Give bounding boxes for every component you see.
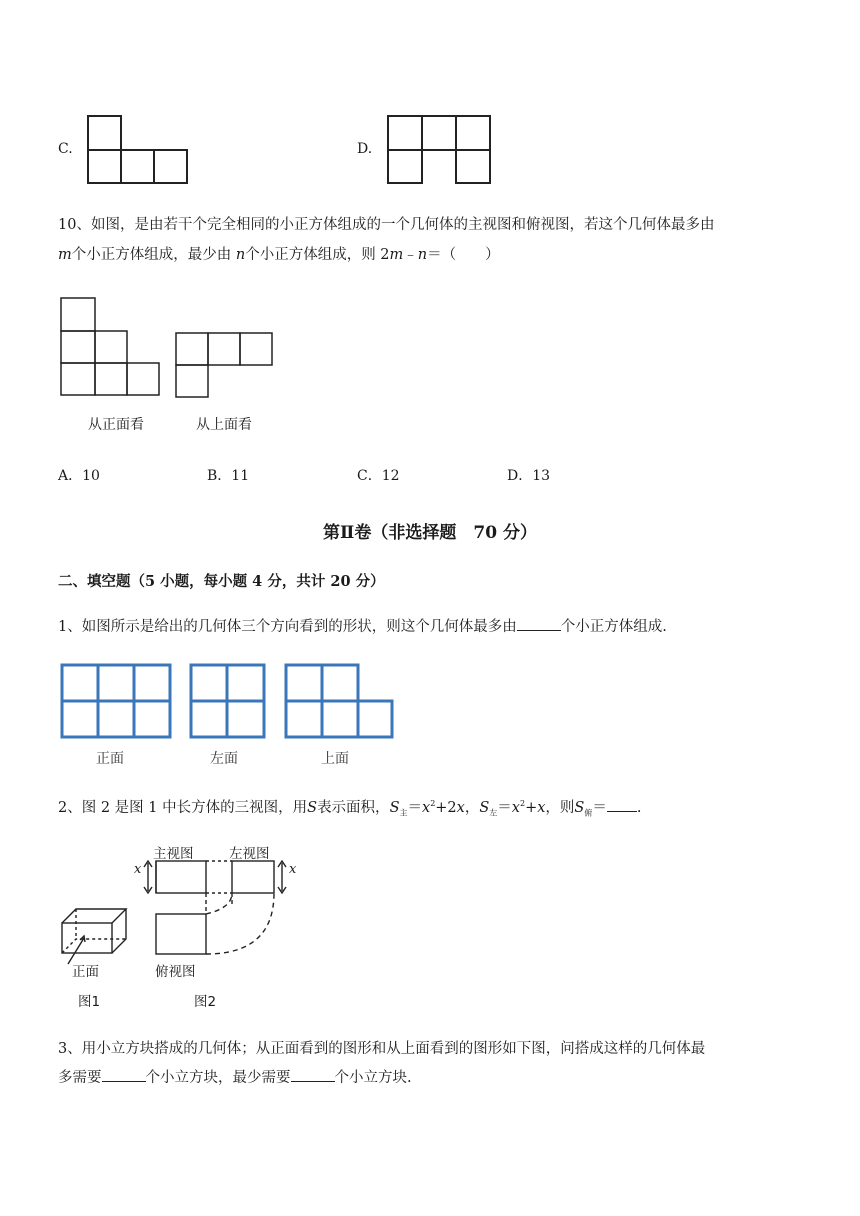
var-S: S	[307, 799, 318, 816]
eq-sign: ＝	[407, 799, 422, 816]
plus-term: +2	[435, 799, 457, 816]
top-view-label: 俯视图	[155, 964, 196, 980]
f1-caption-left: 左面	[210, 751, 238, 767]
q10-option-d: D．13	[507, 468, 551, 484]
front-label: 正面	[72, 964, 99, 980]
q10-option-c: C．12	[357, 468, 400, 484]
eq-sign: ＝	[592, 799, 607, 816]
fig1-label: 图1	[78, 994, 101, 1010]
q10-option-a: A．10	[58, 468, 100, 484]
s-top-sub: 俯	[584, 808, 593, 818]
f1-text-a: 1、如图所示是给出的几何体三个方向看到的形状，则这个几何体最多由	[58, 619, 517, 635]
f3-text-c: 个小立方块.	[334, 1070, 412, 1086]
option-d-figure	[386, 114, 492, 186]
q10-text-b: 个小正方体组成，则 2	[245, 247, 390, 263]
q10-option-b: B．11	[207, 468, 250, 484]
minus-sign: ﹣	[403, 247, 418, 263]
f3-line1: 3、用小立方块搭成的几何体；从正面看到的图形和从上面看到的图形如下图，问搭成这样的几何体最	[58, 1041, 706, 1057]
var-x: x	[456, 799, 465, 816]
var-n: n	[235, 247, 246, 263]
q10-line1: 10、如图，是由若干个完全相同的小正方体组成的一个几何体的主视图和俯视图，若这个几何体最多由	[58, 217, 715, 233]
f1-top-figure	[284, 662, 396, 740]
var-x: x	[511, 799, 520, 816]
f1-caption-front: 正面	[96, 751, 124, 767]
power: 2	[430, 799, 436, 808]
part2-title: 第Ⅱ卷（非选择题 70 分）	[323, 523, 537, 543]
f2-text-b: 表示面积，	[317, 799, 390, 816]
x-label-left	[134, 862, 141, 878]
f2-figure	[56, 836, 316, 1016]
f3-text-b: 个小立方块，最少需要	[145, 1070, 291, 1086]
q10-line2	[58, 240, 848, 270]
eq-sign: ＝	[497, 799, 512, 816]
q10-text-end: ＝（ ）	[427, 247, 500, 263]
section-heading: 二、填空题（5 小题，每小题 4 分，共计 20 分）	[58, 573, 385, 590]
period: .	[636, 799, 642, 816]
q10-text-a: 个小正方体组成，最少由	[71, 247, 232, 263]
comma: ，	[464, 799, 480, 816]
f1-blank	[517, 616, 561, 631]
power: 2	[519, 799, 526, 808]
main-view-label: 主视图	[153, 846, 194, 862]
var-x: x	[134, 862, 142, 877]
var-m2: m	[389, 247, 404, 263]
q10-top-caption: 从上面看	[196, 417, 252, 433]
f2-text-c: ，则	[545, 799, 575, 816]
q10-front-view-figure	[60, 297, 164, 397]
f1-left-figure	[189, 662, 267, 740]
var-x: x	[537, 799, 546, 816]
option-c-label: C.	[58, 141, 73, 157]
option-c-figure	[86, 114, 190, 186]
f2-text-a: 2、图 2 是图 1 中长方体的三视图，用	[58, 799, 308, 816]
var-m: m	[58, 247, 72, 263]
left-view-label: 左视图	[229, 846, 270, 862]
q10-front-caption: 从正面看	[88, 417, 144, 433]
f2-question: 2、图 2 是图 1 中长方体的三视图，用S表示面积，$S_主=x^2+2x$，$S_左=x^2+x$，则$S_俯=$ .	[58, 789, 848, 829]
var-n2: n	[417, 247, 428, 263]
x-label-right	[289, 862, 296, 878]
var-x: x	[422, 799, 431, 816]
f1-front-figure	[60, 662, 172, 740]
f1-text-b: 个小正方体组成.	[560, 619, 667, 635]
f1-caption-top: 上面	[321, 751, 349, 767]
f3-text-a: 多需要	[58, 1070, 102, 1086]
q10-top-view-figure	[175, 332, 277, 400]
var-x: x	[289, 862, 297, 877]
option-d-label: D.	[357, 141, 373, 157]
fig2-label: 图2	[194, 994, 217, 1010]
s-main-sub: 主	[399, 808, 408, 818]
plus-term: +	[525, 799, 538, 816]
f1-question	[58, 612, 848, 642]
f3-blank-min	[291, 1067, 335, 1082]
s-left-sub: 左	[489, 808, 498, 818]
f3-line2	[58, 1063, 848, 1093]
f3-blank-max	[102, 1067, 146, 1082]
f2-blank	[607, 797, 637, 812]
